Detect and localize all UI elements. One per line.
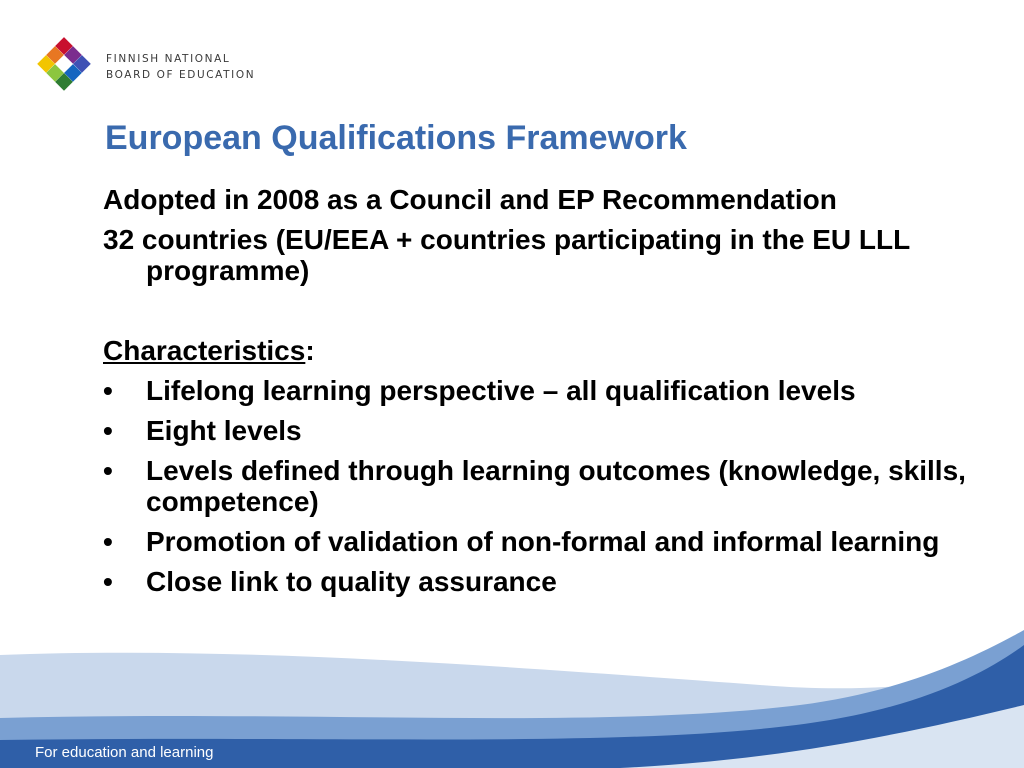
- bullet-item: [103, 526, 983, 557]
- bullet-text: Promotion of validation of non-formal and informal learning: [146, 526, 940, 557]
- characteristics-heading: [103, 335, 983, 366]
- bullet-item: [103, 375, 983, 406]
- bullet-text: Close link to quality assurance: [146, 566, 557, 597]
- characteristics-label: Characteristics: [103, 335, 306, 366]
- bullet-item: [103, 566, 983, 597]
- footer-waves: [0, 600, 1024, 768]
- bullet-dot: •: [103, 415, 113, 446]
- bullet-dot: •: [103, 375, 113, 406]
- bullet-text: Eight levels: [146, 415, 302, 446]
- bullet-item: [103, 455, 983, 517]
- paragraph-adopted: Adopted in 2008 as a Council and EP Recommendation: [103, 184, 837, 215]
- spacer: [103, 295, 983, 335]
- bullet-dot: •: [103, 455, 113, 486]
- bullet-text: Levels defined through learning outcomes (knowledge, skills, competence): [146, 455, 966, 517]
- bullet-item: [103, 415, 983, 446]
- slide-title: European Qualifications Framework: [105, 119, 687, 157]
- bullet-dot: •: [103, 526, 113, 557]
- org-name-line2: BOARD OF EDUCATION: [106, 69, 256, 81]
- paragraph-countries: 32 countries (EU/EEA + countries participating in the EU LLL programme): [103, 224, 910, 286]
- diamond-mosaic-logo: [34, 34, 94, 94]
- characteristics-colon: :: [305, 335, 315, 366]
- bullet-dot: •: [103, 566, 113, 597]
- slide-content: [103, 184, 983, 606]
- org-name-line1: FINNISH NATIONAL: [106, 53, 231, 65]
- footer-tagline: For education and learning: [35, 744, 214, 761]
- organization-name: [106, 51, 255, 83]
- bullet-text: Lifelong learning perspective – all qualification levels: [146, 375, 856, 406]
